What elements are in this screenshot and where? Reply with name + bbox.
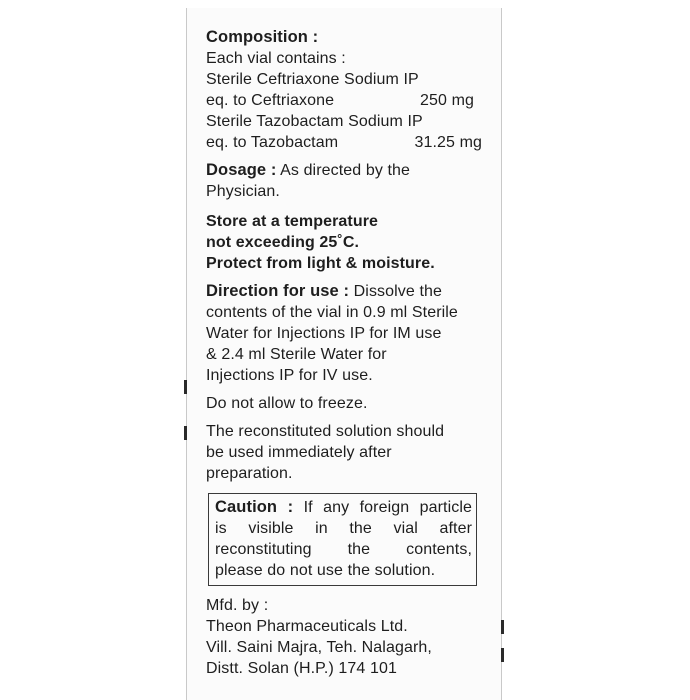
caution-line-1 (215, 497, 472, 518)
left-edge-mark-1 (184, 380, 187, 394)
reconstituted-line-1: The reconstituted solution should (206, 423, 445, 440)
freeze-note: Do not allow to freeze. (206, 395, 368, 412)
caution-box (208, 493, 477, 586)
label-text-column (206, 27, 490, 679)
caution-line-2: is visible in the vial after (215, 520, 472, 537)
direction-line-1 (206, 281, 490, 302)
storage-line-1: Store at a temperature (206, 213, 379, 230)
right-edge-mark-1 (501, 620, 504, 634)
left-edge-mark-2 (184, 426, 187, 440)
caution-text: If any foreign particle (293, 499, 472, 516)
caution-line-4: please do not use the solution. (215, 562, 436, 579)
ingredient-1-name: Sterile Ceftriaxone Sodium IP (206, 71, 419, 88)
caution-line-3: reconstituting the contents, (215, 541, 472, 558)
ingredient-1-equivalent: eq. to Ceftriaxone (206, 92, 335, 109)
manufacturer-address-1: Vill. Saini Majra, Teh. Nalagarh, (206, 639, 432, 656)
ingredient-2-name: Sterile Tazobactam Sodium IP (206, 113, 423, 130)
right-edge-mark-2 (501, 648, 504, 662)
manufacturer-label: Mfd. by : (206, 597, 269, 614)
manufacturer-address-2: Distt. Solan (H.P.) 174 101 (206, 660, 397, 677)
direction-line-3: Water for Injections IP for IM use (206, 325, 442, 342)
medicine-label-panel (186, 8, 502, 700)
ingredient-2-amount: 31.25 mg (414, 134, 482, 151)
ingredient-2-equivalent-row (206, 132, 482, 153)
storage-line-2: not exceeding 25˚C. (206, 234, 360, 251)
caution-heading: Caution : (215, 498, 294, 516)
dosage-section (206, 160, 490, 202)
ingredient-1-amount: 250 mg (420, 92, 474, 109)
storage-section (206, 211, 490, 274)
reconstituted-line-3: preparation. (206, 465, 293, 482)
composition-heading: Composition : (206, 28, 319, 46)
ingredient-1-equivalent-row (206, 90, 478, 111)
composition-section (206, 27, 490, 153)
reconstituted-section (206, 421, 490, 484)
storage-line-3: Protect from light & moisture. (206, 255, 435, 272)
direction-line-2: contents of the vial in 0.9 ml Sterile (206, 304, 458, 321)
dosage-line-2: Physician. (206, 183, 280, 200)
direction-text: Dissolve the (349, 283, 442, 300)
direction-line-5: Injections IP for IV use. (206, 367, 373, 384)
direction-section (206, 281, 490, 386)
direction-heading: Direction for use : (206, 282, 350, 300)
manufacturer-name: Theon Pharmaceuticals Ltd. (206, 618, 408, 635)
dosage-heading: Dosage : (206, 161, 277, 179)
dosage-line-1 (206, 160, 490, 181)
direction-line-4: & 2.4 ml Sterile Water for (206, 346, 387, 363)
manufacturer-section (206, 595, 490, 679)
ingredient-2-equivalent: eq. to Tazobactam (206, 134, 339, 151)
reconstituted-line-2: be used immediately after (206, 444, 392, 461)
composition-intro: Each vial contains : (206, 50, 346, 67)
dosage-text: As directed by the (276, 162, 411, 179)
